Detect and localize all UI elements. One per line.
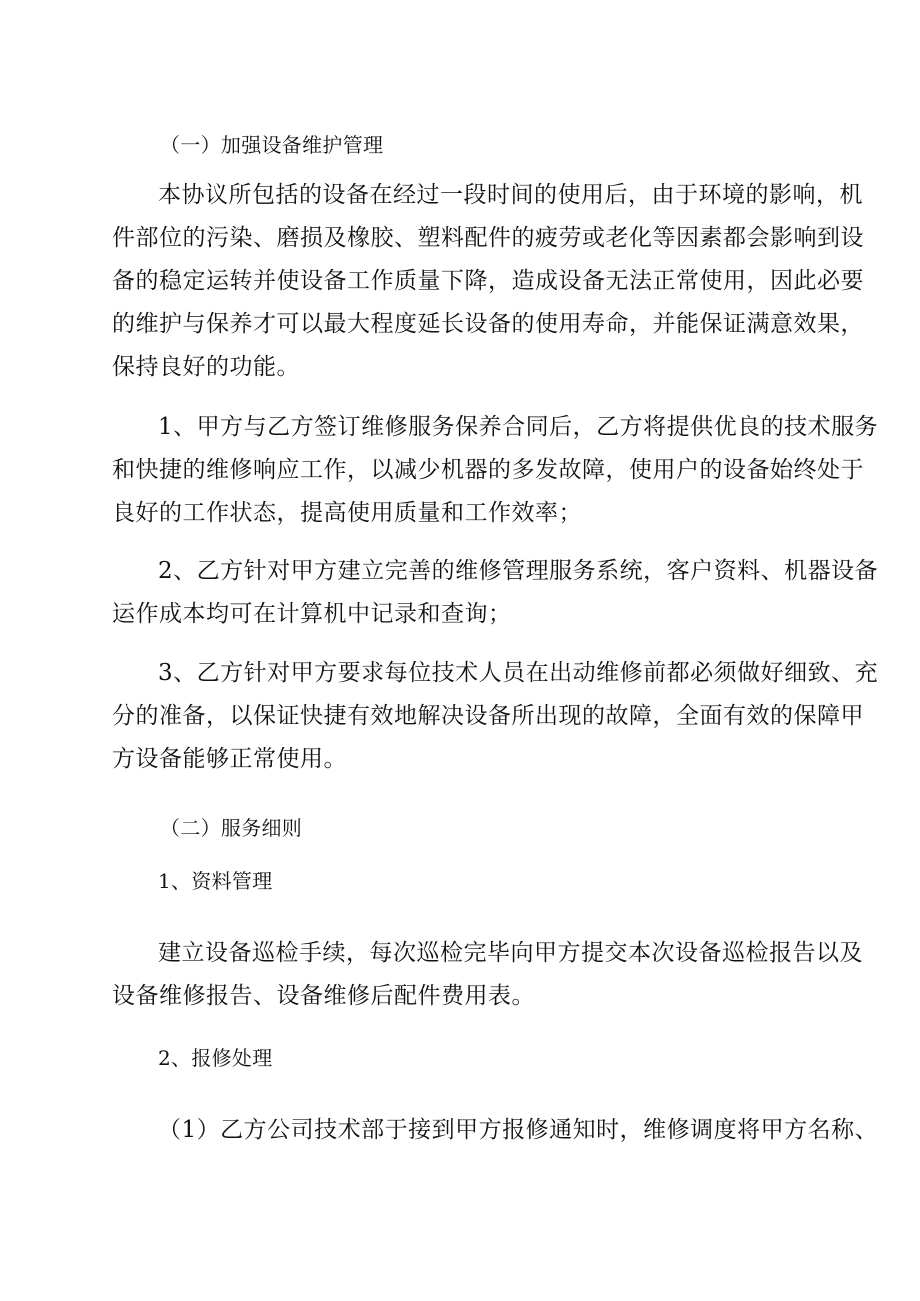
list-item-line: 良好的工作状态，提高使用质量和工作效率； (112, 500, 582, 526)
paragraph-line: 的维护与保养才可以最大程度延长设备的使用寿命，并能保证满意效果， (112, 311, 864, 337)
list-item-line: 方设备能够正常使用。 (112, 746, 347, 772)
paragraph-line: （1）乙方公司技术部于接到甲方报修通知时，维修调度将甲方名称、 (158, 1117, 879, 1143)
paragraph-line: 保持良好的功能。 (112, 354, 300, 380)
list-item-line: 1、甲方与乙方签订维修服务保养合同后，乙方将提供优良的技术服务 (158, 414, 879, 440)
list-item-line: 运作成本均可在计算机中记录和查询； (112, 601, 512, 627)
list-item-line: 3、乙方针对甲方要求每位技术人员在出动维修前都必须做好细致、充 (158, 660, 879, 686)
subsection-heading: 2、报修处理 (158, 1046, 273, 1070)
list-item-line: 和快捷的维修响应工作，以减少机器的多发故障，使用户的设备始终处于 (112, 457, 864, 483)
paragraph-line: 件部位的污染、磨损及橡胶、塑料配件的疲劳或老化等因素都会影响到设 (112, 225, 864, 251)
subsection-heading: 1、资料管理 (158, 869, 273, 893)
paragraph-line: 本协议所包括的设备在经过一段时间的使用后，由于环境的影响，机 (158, 182, 863, 208)
section-heading: （二）服务细则 (160, 816, 303, 840)
paragraph-line: 设备维修报告、设备维修后配件费用表。 (112, 983, 535, 1009)
section-heading: （一）加强设备维护管理 (160, 133, 384, 157)
paragraph-line: 建立设备巡检手续，每次巡检完毕向甲方提交本次设备巡检报告以及 (158, 940, 863, 966)
list-item-line: 分的准备，以保证快捷有效地解决设备所出现的故障，全面有效的保障甲 (112, 703, 864, 729)
paragraph-line: 备的稳定运转并使设备工作质量下降，造成设备无法正常使用，因此必要 (112, 268, 864, 294)
list-item-line: 2、乙方针对甲方建立完善的维修管理服务系统，客户资料、机器设备 (158, 558, 879, 584)
